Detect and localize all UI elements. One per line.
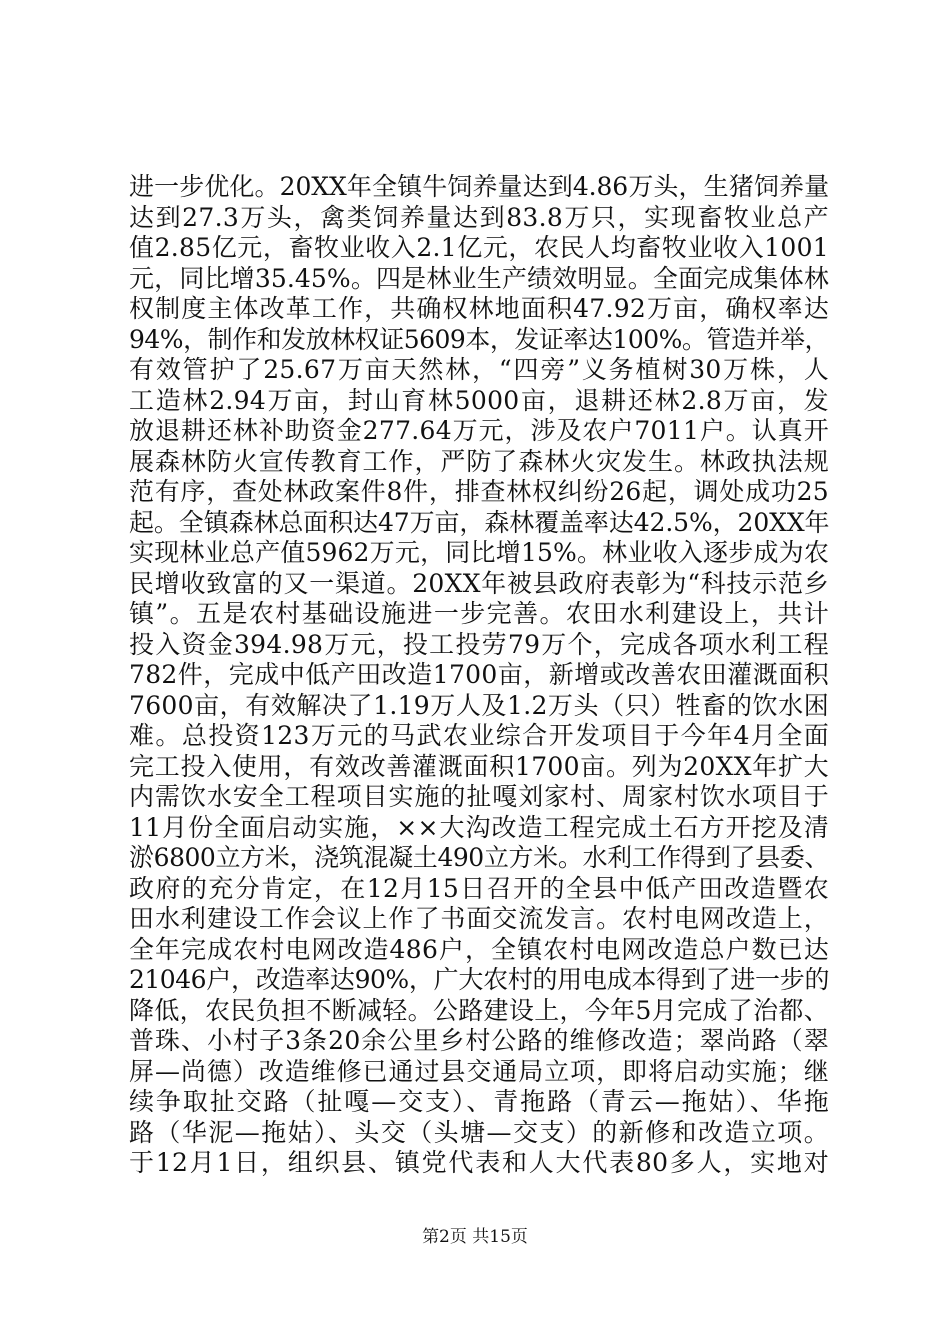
text-line: 7600亩，有效解决了1.19万人及1.2万头（只）牲畜的饮水困 [129, 690, 829, 720]
text-line: 工造林2.94万亩，封山育林5000亩，退耕还林2.8万亩，发 [129, 385, 829, 415]
text-line: 民增收致富的又一渠道。20XX年被县政府表彰为“科技示范乡 [129, 568, 829, 598]
text-line: 政府的充分肯定，在12月15日召开的全县中低产田改造暨农 [129, 873, 829, 903]
text-line: 普珠、小村子3条20余公里乡村公路的维修改造；翠尚路（翠 [129, 1026, 829, 1055]
text-line: 起。全镇森林总面积达47万亩，森林覆盖率达42.5%，20XX年 [129, 507, 830, 537]
text-line: 屏—尚德）改造维修已通过县交通局立项，即将启动实施；继 [129, 1056, 829, 1086]
text-line: 完工投入使用，有效改善灌溉面积1700亩。列为20XX年扩大 [129, 751, 829, 781]
text-line: 降低，农民负担不断减轻。公路建设上，今年5月完成了治都、 [129, 995, 829, 1025]
text-line: 有效管护了25.67万亩天然林，“四旁”义务植树30万株，人 [129, 355, 829, 384]
text-line: 田水利建设工作会议上作了书面交流发言。农村电网改造上， [129, 904, 829, 933]
text-line: 续争取扯交路（扯嘎—交支）、青拖路（青云—拖姑）、华拖 [129, 1087, 829, 1116]
text-line: 元，同比增35.45%。四是林业生产绩效明显。全面完成集体林 [129, 263, 829, 293]
text-line: 于12月1日，组织县、镇党代表和人大代表80多人，实地对 [129, 1148, 829, 1177]
text-line: 内需饮水安全工程项目实施的扯嘎刘家村、周家村饮水项目于 [129, 782, 829, 811]
text-line: 难。总投资123万元的马武农业综合开发项目于今年4月全面 [129, 721, 829, 750]
page-footer: 第2页 共15页 [422, 1227, 528, 1247]
text-line: 进一步优化。20XX年全镇牛饲养量达到4.86万头，生猪饲养量 [129, 172, 829, 201]
text-line: 淤6800立方米，浇筑混凝土490立方米。水利工作得到了县委、 [129, 843, 829, 872]
text-line: 21046户，改造率达90%，广大农村的用电成本得到了进一步的 [129, 965, 829, 994]
text-line: 达到27.3万头，禽类饲养量达到83.8万只，实现畜牧业总产 [129, 202, 829, 232]
body-paragraph [129, 172, 829, 1179]
text-line: 94%，制作和发放林权证5609本，发证率达100%。管造并举， [129, 324, 829, 354]
text-line: 范有序，查处林政案件8件，排查林权纠纷26起，调处成功25 [129, 477, 829, 506]
text-line: 放退耕还林补助资金277.64万元，涉及农户7011户。认真开 [129, 416, 829, 445]
text-line: 11月份全面启动实施，××大沟改造工程完成土石方开挖及清 [129, 812, 829, 842]
text-line: 投入资金394.98万元，投工投劳79万个，完成各项水利工程 [129, 629, 829, 659]
text-line: 镇”。五是农村基础设施进一步完善。农田水利建设上，共计 [129, 599, 829, 628]
text-line: 展森林防火宣传教育工作，严防了森林火灾发生。林政执法规 [129, 446, 829, 476]
text-line: 权制度主体改革工作，共确权林地面积47.92万亩，确权率达 [129, 294, 829, 323]
text-line: 实现林业总产值5962万元，同比增15%。林业收入逐步成为农 [129, 538, 829, 567]
text-line: 值2.85亿元，畜牧业收入2.1亿元，农民人均畜牧业收入1001 [129, 233, 829, 262]
text-line: 782件，完成中低产田改造1700亩，新增或改善农田灌溉面积 [129, 660, 829, 689]
text-line: 全年完成农村电网改造486户，全镇农村电网改造总户数已达 [129, 934, 829, 964]
text-line: 路（华泥—拖姑）、头交（头塘—交支）的新修和改造立项。 [129, 1117, 829, 1147]
